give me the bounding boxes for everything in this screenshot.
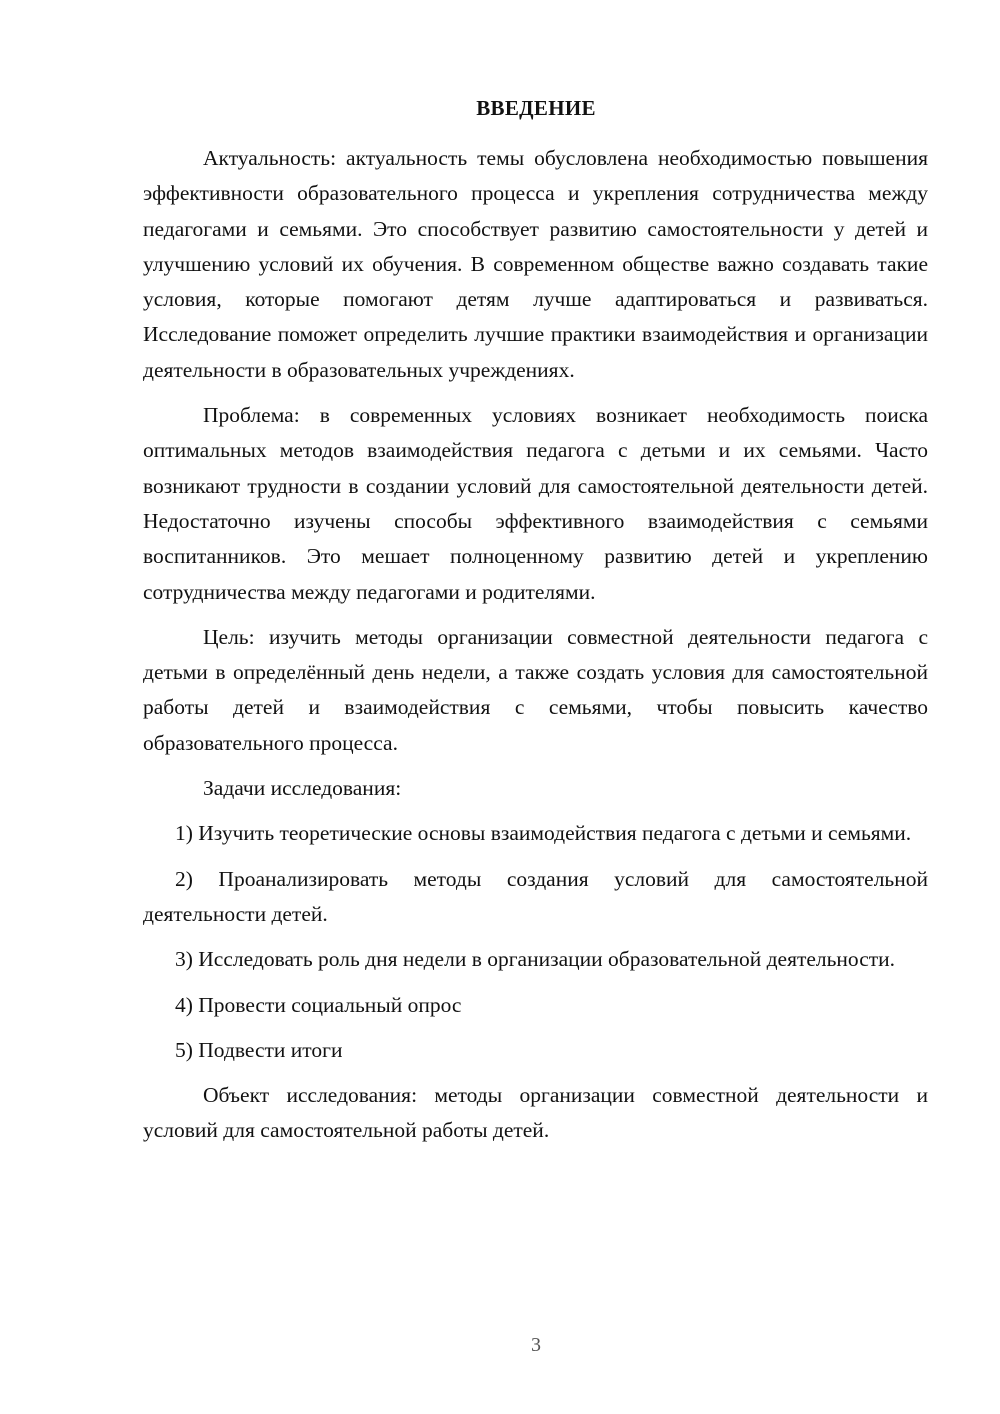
section-heading: ВВЕДЕНИЕ [476, 96, 596, 120]
task-item-5: 5) Подвести итоги [175, 1037, 343, 1062]
task-item-1: 1) Изучить теоретические основы взаимодействия педагога с детьми и семьями. [175, 821, 912, 846]
object-paragraph: Объект исследования: методы организации совместной деятельности и условий для самостоятельной работы детей. [143, 1083, 928, 1143]
page-number: 3 [531, 1334, 541, 1356]
problem-paragraph: Проблема: в современных условиях возникает необходимость поиска оптимальных методов взаимодействия педагога с детьми и их семьями. Часто возникают трудности в создании условий для самостоятельной деятельности детей. Недостаточно изучены способы эффективного взаимодействия с семьями воспитанников. Это мешает полноценному развитию детей и укреплению сотрудничества между педагогами и родителями. [143, 403, 928, 604]
tasks-title: Задачи исследования: [203, 776, 402, 801]
document-body [143, 141, 928, 1159]
task-item-2: 2) Проанализировать методы создания условий для самостоятельной деятельности детей. [143, 866, 928, 926]
task-item-3: 3) Исследовать роль дня недели в организации образовательной деятельности. [175, 947, 896, 972]
task-item-4: 4) Провести социальный опрос [175, 992, 462, 1017]
relevance-paragraph: Актуальность: актуальность темы обусловлена необходимостью повышения эффективности образовательного процесса и укрепления сотрудничества между педагогами и семьями. Это способствует развитию самостоятельности у детей и улучшению условий их обучения. В современном обществе важно создавать такие условия, которые помогают детям лучше адаптироваться и развиваться. Исследование поможет определить лучшие практики взаимодействия и организации деятельности в образовательных учреждениях. [143, 146, 928, 382]
goal-paragraph: Цель: изучить методы организации совместной деятельности педагога с детьми в определённый день недели, а также создать условия для самостоятельной работы детей и взаимодействия с семьями, чтобы повысить качество образовательного процесса. [143, 624, 928, 755]
